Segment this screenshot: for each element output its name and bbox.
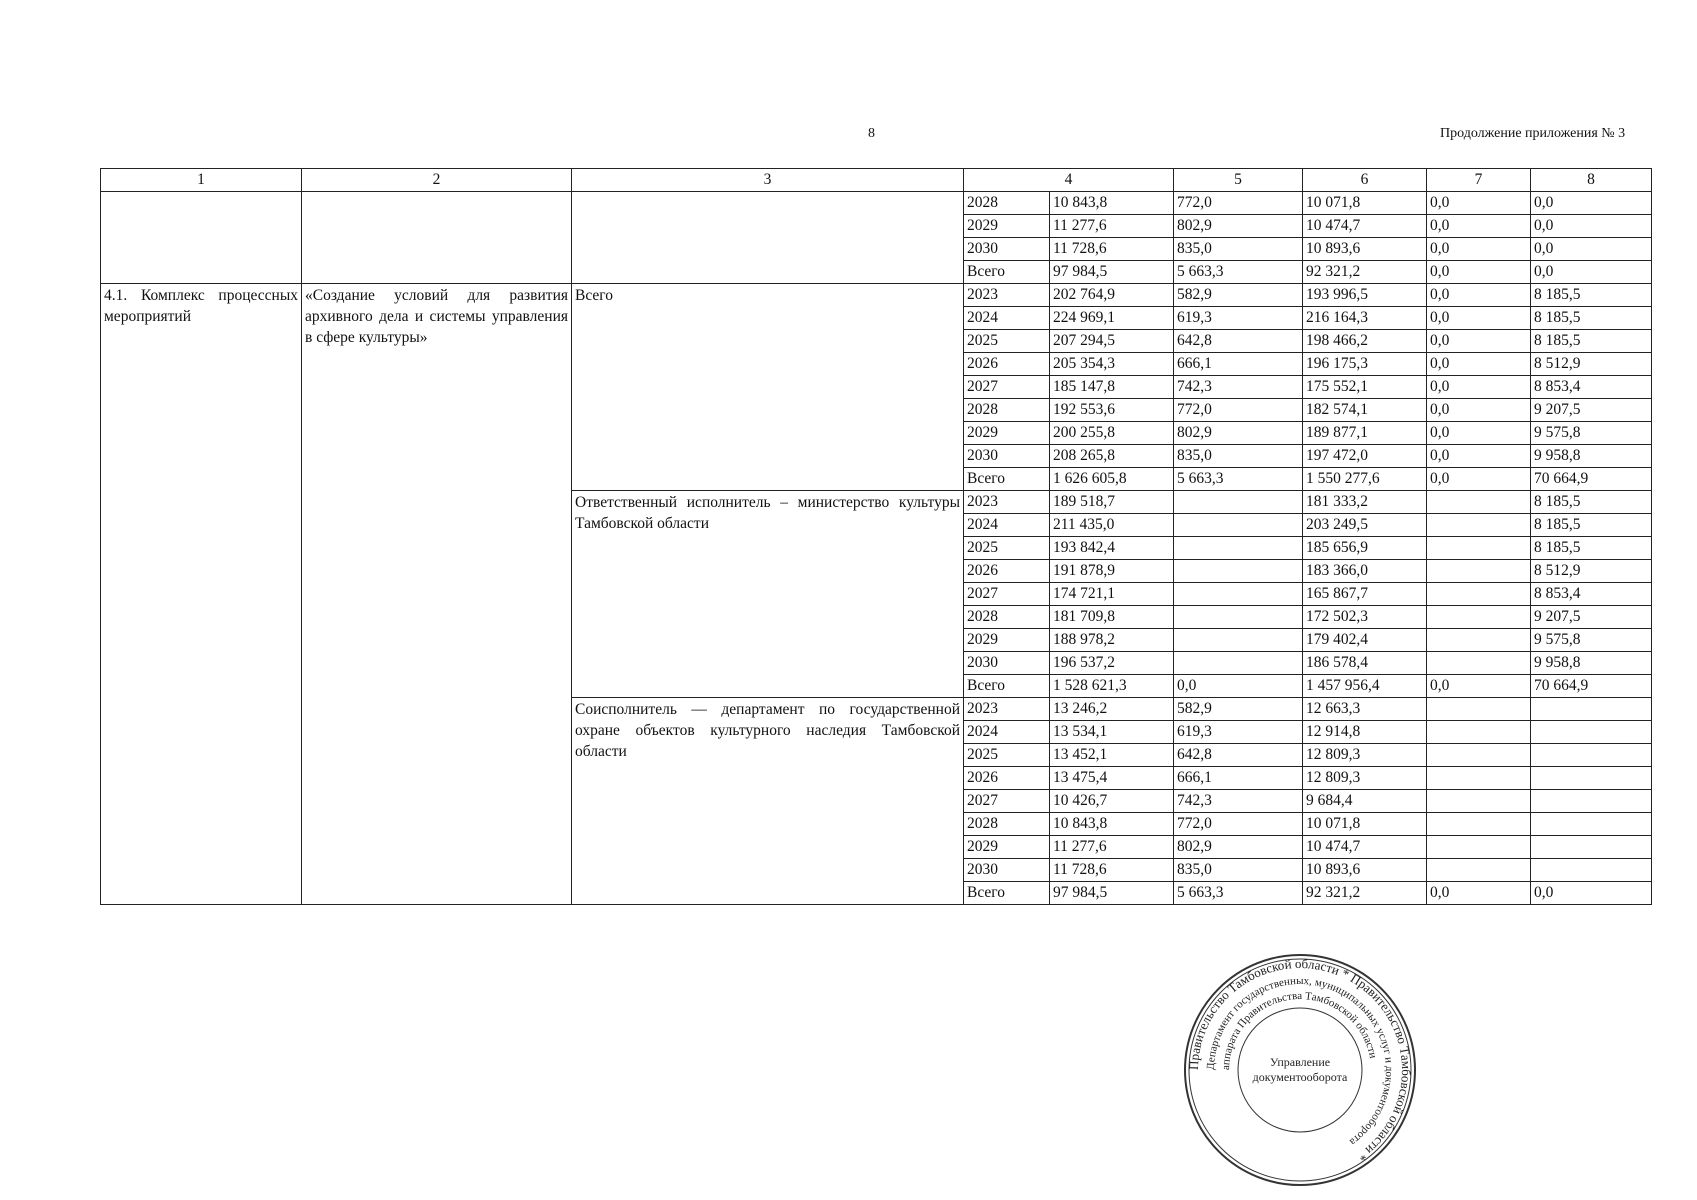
value-cell-c5: 772,0 <box>1174 399 1303 422</box>
value-cell-c6: 196 175,3 <box>1303 353 1427 376</box>
value-cell-c4: 10 843,8 <box>1050 813 1174 836</box>
value-cell-c4: 200 255,8 <box>1050 422 1174 445</box>
value-cell-c7: 0,0 <box>1427 675 1531 698</box>
value-cell-c6: 92 321,2 <box>1303 261 1427 284</box>
value-cell-c6: 10 071,8 <box>1303 192 1427 215</box>
value-cell-c7: 0,0 <box>1427 376 1531 399</box>
value-cell-c6: 216 164,3 <box>1303 307 1427 330</box>
value-cell-c6: 189 877,1 <box>1303 422 1427 445</box>
value-cell-c6: 182 574,1 <box>1303 399 1427 422</box>
value-cell-c6: 193 996,5 <box>1303 284 1427 307</box>
year-cell: 2024 <box>964 514 1050 537</box>
executor-label: Всего <box>572 284 964 491</box>
value-cell-c5: 5 663,3 <box>1174 468 1303 491</box>
table-row <box>101 284 1652 307</box>
value-cell-c4: 13 534,1 <box>1050 721 1174 744</box>
value-cell-c6: 185 656,9 <box>1303 537 1427 560</box>
value-cell-c4: 97 984,5 <box>1050 882 1174 905</box>
value-cell-c8: 0,0 <box>1531 192 1652 215</box>
value-cell-c7: 0,0 <box>1427 238 1531 261</box>
value-cell-c8: 8 185,5 <box>1531 537 1652 560</box>
column-header-8: 8 <box>1531 169 1652 192</box>
svg-text:Правительство Тамбовской облас: Правительство Тамбовской области * Правительство Тамбовской области * <box>1185 955 1415 1165</box>
year-cell: 2028 <box>964 606 1050 629</box>
value-cell-c7: 0,0 <box>1427 422 1531 445</box>
value-cell-c5: 582,9 <box>1174 284 1303 307</box>
value-cell-c8: 9 575,8 <box>1531 422 1652 445</box>
column-number-row <box>101 169 1652 192</box>
value-cell-c7: 0,0 <box>1427 215 1531 238</box>
value-cell-c5: 642,8 <box>1174 744 1303 767</box>
year-cell: 2027 <box>964 790 1050 813</box>
value-cell-c8: 9 207,5 <box>1531 606 1652 629</box>
value-cell-c7: 0,0 <box>1427 468 1531 491</box>
value-cell-c6: 175 552,1 <box>1303 376 1427 399</box>
value-cell-c5 <box>1174 537 1303 560</box>
value-cell-c5 <box>1174 629 1303 652</box>
value-cell-c8: 0,0 <box>1531 882 1652 905</box>
value-cell-c8 <box>1531 767 1652 790</box>
value-cell-c6: 203 249,5 <box>1303 514 1427 537</box>
executor-label: Ответственный исполнитель – министерство культуры Тамбовской области <box>572 491 964 698</box>
value-cell-c5: 0,0 <box>1174 675 1303 698</box>
value-cell-c6: 183 366,0 <box>1303 560 1427 583</box>
value-cell-c5: 802,9 <box>1174 422 1303 445</box>
svg-text:Департамент государственных, м: Департамент государственных, муниципальных услуг и документооборота <box>1204 974 1396 1148</box>
value-cell-c6: 12 809,3 <box>1303 767 1427 790</box>
value-cell-c4: 1 626 605,8 <box>1050 468 1174 491</box>
year-cell: 2023 <box>964 698 1050 721</box>
value-cell-c5 <box>1174 514 1303 537</box>
value-cell-c8: 8 853,4 <box>1531 583 1652 606</box>
value-cell-c8: 0,0 <box>1531 261 1652 284</box>
value-cell-c5: 835,0 <box>1174 445 1303 468</box>
value-cell-c5: 772,0 <box>1174 813 1303 836</box>
year-cell: 2028 <box>964 399 1050 422</box>
year-cell: 2023 <box>964 491 1050 514</box>
year-cell: 2029 <box>964 215 1050 238</box>
value-cell-c5: 802,9 <box>1174 215 1303 238</box>
value-cell-c5: 619,3 <box>1174 721 1303 744</box>
value-cell-c7 <box>1427 537 1531 560</box>
value-cell-c8 <box>1531 698 1652 721</box>
value-cell-c5 <box>1174 583 1303 606</box>
value-cell-c4: 181 709,8 <box>1050 606 1174 629</box>
seal-center-line-1: Управление <box>1269 1055 1331 1069</box>
value-cell-c4: 13 475,4 <box>1050 767 1174 790</box>
value-cell-c4: 224 969,1 <box>1050 307 1174 330</box>
value-cell-c5: 582,9 <box>1174 698 1303 721</box>
value-cell-c5: 5 663,3 <box>1174 882 1303 905</box>
value-cell-c7: 0,0 <box>1427 284 1531 307</box>
value-cell-c7: 0,0 <box>1427 882 1531 905</box>
value-cell-c4: 174 721,1 <box>1050 583 1174 606</box>
value-cell-c4: 13 246,2 <box>1050 698 1174 721</box>
value-cell-c7 <box>1427 813 1531 836</box>
value-cell-c6: 186 578,4 <box>1303 652 1427 675</box>
value-cell-c6: 179 402,4 <box>1303 629 1427 652</box>
value-cell-c7 <box>1427 606 1531 629</box>
value-cell-c7 <box>1427 652 1531 675</box>
value-cell-c8 <box>1531 859 1652 882</box>
value-cell-c4: 196 537,2 <box>1050 652 1174 675</box>
budget-table <box>100 168 1652 905</box>
value-cell-c8: 0,0 <box>1531 238 1652 261</box>
value-cell-c7 <box>1427 583 1531 606</box>
value-cell-c6: 1 550 277,6 <box>1303 468 1427 491</box>
value-cell-c8 <box>1531 836 1652 859</box>
year-cell: 2030 <box>964 445 1050 468</box>
value-cell-c5: 742,3 <box>1174 376 1303 399</box>
value-cell-c7 <box>1427 744 1531 767</box>
value-cell-c4: 188 978,2 <box>1050 629 1174 652</box>
value-cell-c4: 202 764,9 <box>1050 284 1174 307</box>
value-cell-c7 <box>1427 491 1531 514</box>
year-cell: 2026 <box>964 767 1050 790</box>
year-cell: 2024 <box>964 721 1050 744</box>
value-cell-c4: 1 528 621,3 <box>1050 675 1174 698</box>
value-cell-c6: 10 893,6 <box>1303 859 1427 882</box>
value-cell-c5: 642,8 <box>1174 330 1303 353</box>
official-seal <box>1182 952 1418 1188</box>
value-cell-c6: 9 684,4 <box>1303 790 1427 813</box>
program-item-title: «Создание условий для развития архивного дела и системы управления в сфере культуры» <box>302 284 572 905</box>
value-cell-c8: 9 575,8 <box>1531 629 1652 652</box>
value-cell-c6: 92 321,2 <box>1303 882 1427 905</box>
year-cell: Всего <box>964 468 1050 491</box>
value-cell-c4: 97 984,5 <box>1050 261 1174 284</box>
value-cell-c6: 12 809,3 <box>1303 744 1427 767</box>
value-cell-c7 <box>1427 836 1531 859</box>
value-cell-c8: 8 185,5 <box>1531 330 1652 353</box>
value-cell-c4: 193 842,4 <box>1050 537 1174 560</box>
value-cell-c4: 205 354,3 <box>1050 353 1174 376</box>
value-cell-c7 <box>1427 859 1531 882</box>
value-cell-c7: 0,0 <box>1427 353 1531 376</box>
value-cell-c7 <box>1427 514 1531 537</box>
value-cell-c7 <box>1427 767 1531 790</box>
svg-text:аппарата Правительства Тамбовс: аппарата Правительства Тамбовской области <box>1219 989 1379 1071</box>
year-cell: 2025 <box>964 537 1050 560</box>
value-cell-c5 <box>1174 652 1303 675</box>
value-cell-c8: 8 512,9 <box>1531 353 1652 376</box>
value-cell-c8: 8 185,5 <box>1531 514 1652 537</box>
year-cell: 2029 <box>964 422 1050 445</box>
value-cell-c4: 191 878,9 <box>1050 560 1174 583</box>
value-cell-c4: 10 843,8 <box>1050 192 1174 215</box>
value-cell-c8: 9 958,8 <box>1531 652 1652 675</box>
value-cell-c7 <box>1427 698 1531 721</box>
value-cell-c6: 10 474,7 <box>1303 215 1427 238</box>
value-cell-c5: 666,1 <box>1174 353 1303 376</box>
year-cell: Всего <box>964 675 1050 698</box>
year-cell: 2024 <box>964 307 1050 330</box>
value-cell-c4: 11 277,6 <box>1050 215 1174 238</box>
program-item-label: 4.1. Комплекс процессных мероприятий <box>101 284 302 905</box>
year-cell: 2030 <box>964 238 1050 261</box>
column-header-5: 5 <box>1174 169 1303 192</box>
year-cell: 2029 <box>964 629 1050 652</box>
value-cell-c7 <box>1427 560 1531 583</box>
value-cell-c6: 10 071,8 <box>1303 813 1427 836</box>
column-header-1: 1 <box>101 169 302 192</box>
value-cell-c7 <box>1427 790 1531 813</box>
value-cell-c4: 11 277,6 <box>1050 836 1174 859</box>
value-cell-c5: 5 663,3 <box>1174 261 1303 284</box>
value-cell-c7 <box>1427 721 1531 744</box>
col3-empty <box>572 192 964 284</box>
value-cell-c5: 666,1 <box>1174 767 1303 790</box>
continuation-label: Продолжение приложения № 3 <box>1440 126 1626 141</box>
year-cell: 2025 <box>964 330 1050 353</box>
year-cell: 2028 <box>964 192 1050 215</box>
value-cell-c4: 11 728,6 <box>1050 859 1174 882</box>
value-cell-c4: 185 147,8 <box>1050 376 1174 399</box>
value-cell-c8 <box>1531 790 1652 813</box>
value-cell-c7: 0,0 <box>1427 307 1531 330</box>
value-cell-c8: 8 185,5 <box>1531 307 1652 330</box>
value-cell-c8: 8 853,4 <box>1531 376 1652 399</box>
value-cell-c4: 189 518,7 <box>1050 491 1174 514</box>
value-cell-c6: 198 466,2 <box>1303 330 1427 353</box>
value-cell-c8 <box>1531 744 1652 767</box>
year-cell: 2027 <box>964 376 1050 399</box>
value-cell-c5 <box>1174 560 1303 583</box>
value-cell-c6: 12 663,3 <box>1303 698 1427 721</box>
year-cell: 2030 <box>964 652 1050 675</box>
value-cell-c7: 0,0 <box>1427 192 1531 215</box>
value-cell-c4: 211 435,0 <box>1050 514 1174 537</box>
executor-label: Соисполнитель — департамент по государственной охране объектов культурного наследия Тамбовской области <box>572 698 964 905</box>
value-cell-c4: 13 452,1 <box>1050 744 1174 767</box>
seal-center-line-2: документооборота <box>1252 1070 1348 1084</box>
value-cell-c5: 619,3 <box>1174 307 1303 330</box>
year-cell: 2023 <box>964 284 1050 307</box>
value-cell-c5: 835,0 <box>1174 238 1303 261</box>
value-cell-c8 <box>1531 813 1652 836</box>
year-cell: 2026 <box>964 353 1050 376</box>
year-cell: 2029 <box>964 836 1050 859</box>
value-cell-c5: 802,9 <box>1174 836 1303 859</box>
column-header-2: 2 <box>302 169 572 192</box>
value-cell-c8: 8 512,9 <box>1531 560 1652 583</box>
value-cell-c7: 0,0 <box>1427 399 1531 422</box>
value-cell-c5 <box>1174 606 1303 629</box>
value-cell-c8: 70 664,9 <box>1531 675 1652 698</box>
value-cell-c8: 70 664,9 <box>1531 468 1652 491</box>
value-cell-c8: 0,0 <box>1531 215 1652 238</box>
year-cell: Всего <box>964 261 1050 284</box>
value-cell-c6: 197 472,0 <box>1303 445 1427 468</box>
year-cell: 2028 <box>964 813 1050 836</box>
page-number: 8 <box>868 126 875 141</box>
year-cell: 2030 <box>964 859 1050 882</box>
value-cell-c5: 835,0 <box>1174 859 1303 882</box>
value-cell-c4: 208 265,8 <box>1050 445 1174 468</box>
value-cell-c7: 0,0 <box>1427 330 1531 353</box>
value-cell-c4: 192 553,6 <box>1050 399 1174 422</box>
year-cell: 2025 <box>964 744 1050 767</box>
column-header-6: 6 <box>1303 169 1427 192</box>
column-header-7: 7 <box>1427 169 1531 192</box>
year-cell: Всего <box>964 882 1050 905</box>
value-cell-c6: 12 914,8 <box>1303 721 1427 744</box>
value-cell-c6: 10 893,6 <box>1303 238 1427 261</box>
value-cell-c4: 207 294,5 <box>1050 330 1174 353</box>
value-cell-c5 <box>1174 491 1303 514</box>
year-cell: 2027 <box>964 583 1050 606</box>
value-cell-c6: 181 333,2 <box>1303 491 1427 514</box>
value-cell-c6: 1 457 956,4 <box>1303 675 1427 698</box>
value-cell-c7: 0,0 <box>1427 261 1531 284</box>
value-cell-c8: 9 207,5 <box>1531 399 1652 422</box>
value-cell-c5: 772,0 <box>1174 192 1303 215</box>
value-cell-c8 <box>1531 721 1652 744</box>
col2-empty <box>302 192 572 284</box>
value-cell-c8: 8 185,5 <box>1531 284 1652 307</box>
col1-empty <box>101 192 302 284</box>
value-cell-c7: 0,0 <box>1427 445 1531 468</box>
value-cell-c6: 10 474,7 <box>1303 836 1427 859</box>
value-cell-c4: 10 426,7 <box>1050 790 1174 813</box>
value-cell-c4: 11 728,6 <box>1050 238 1174 261</box>
value-cell-c8: 8 185,5 <box>1531 491 1652 514</box>
value-cell-c5: 742,3 <box>1174 790 1303 813</box>
value-cell-c6: 172 502,3 <box>1303 606 1427 629</box>
value-cell-c8: 9 958,8 <box>1531 445 1652 468</box>
column-header-3: 3 <box>572 169 964 192</box>
value-cell-c7 <box>1427 629 1531 652</box>
table-row <box>101 192 1652 215</box>
value-cell-c6: 165 867,7 <box>1303 583 1427 606</box>
column-header-4: 4 <box>964 169 1174 192</box>
year-cell: 2026 <box>964 560 1050 583</box>
